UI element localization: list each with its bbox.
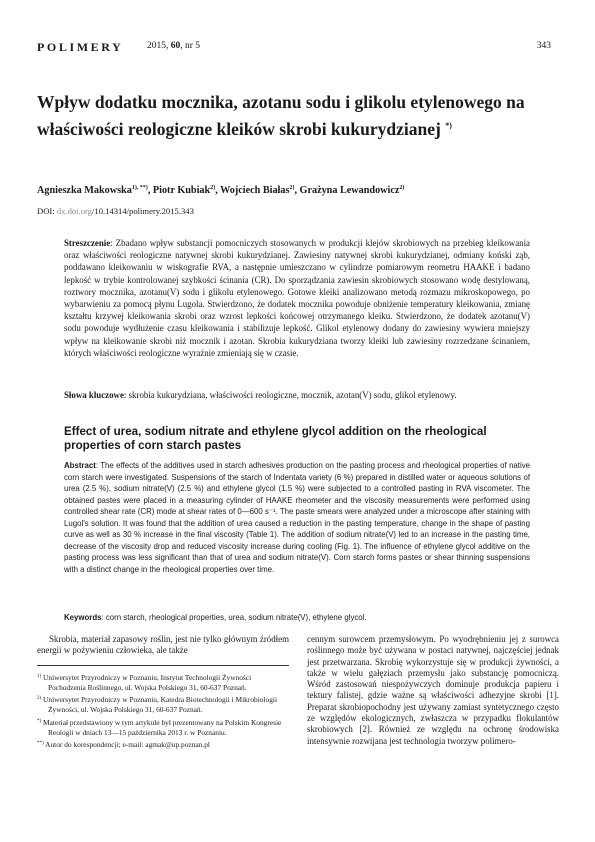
title-footnote-mark: *)	[445, 121, 452, 130]
author-name: Agnieszka Makowska	[37, 185, 132, 196]
abstract-pl	[64, 237, 530, 359]
footnote-text: Materiał przedstawiony w tym artykule był prezentowany na Polskim Kongresie Reologii w dniach 13—15 października 2013 r. w Poznaniu.	[43, 717, 282, 737]
issue-volume: 60	[170, 41, 181, 51]
abstract-pl-label: Streszczenie	[64, 238, 111, 248]
footnote-mark: 1)	[37, 673, 42, 679]
running-header	[37, 40, 551, 54]
article-title-text: Wpływ dodatku mocznika, azotanu sodu i glikolu etylenowego na właściwości reologiczne kleików skrobi kukurydzianej	[37, 92, 525, 139]
keywords-pl-text: : skrobia kukurydziana, właściwości reologiczne, mocznik, azotan(V) sodu, glikol etylenowy.	[123, 390, 457, 400]
body-column-left	[37, 634, 289, 751]
footnote-mark: 2)	[37, 696, 42, 702]
body-paragraph: Skrobia, materiał zapasowy roślin, jest nie tylko głównym źródłem energii w pożywieniu człowieka, ale także	[37, 634, 289, 656]
footnote	[37, 739, 289, 750]
journal-name: POLIMERY	[37, 40, 124, 54]
footnote-mark: *)	[37, 718, 42, 724]
footnote-mark: **)	[37, 741, 44, 747]
keywords-en-label: Keywords	[64, 613, 102, 622]
issue-year: 2015,	[147, 41, 169, 51]
page-number: 343	[536, 41, 551, 51]
footnote-text: Uniwersytet Przyrodniczy w Poznaniu, Instytut Technologii Żywności Pochodzenia Roślinnego, ul. Wojska Polskiego 31, 60-637 Poznań.	[43, 672, 252, 692]
doi-suffix: /10.14314/polimery.2015.343	[92, 206, 194, 216]
footnote-text: Uniwersytet Przyrodniczy w Poznaniu, Katedra Biotechnologii i Mikrobiologii Żywności, ul. Wojska Polskiego 31, 60-637 Poznań.	[43, 695, 278, 715]
doi-label: DOI:	[37, 206, 55, 216]
keywords-en	[64, 612, 530, 624]
abstract-pl-text: : Zbadano wpływ substancji pomocniczych stosowanych w produkcji klejów skrobiowych na przebieg kleikowania oraz właściwości reologiczne natywnej skrobi kukurydzianej. Zawiesiny natywnej skrobi kukurydzianej, odmiany koński ząb, poddawano kleikowaniu w wiskografie RVA, a następnie umieszczano w cylindrze pomiarowym reometru HAAKE i badano lepkość w trybie kontrolowanej szybkości ścinania (CR). Do sporządzania zawiesin skrobiowych stosowano wodę destylowaną, roztwory mocznika, azotanu(V) sodu i glikolu etylenowego. Gotowe kleiki analizowano metodą rozmazu mikroskopowego, po wybarwieniu za pomocą płynu Lugola. Stwierdzono, że dodatek mocznika powoduje obniżenie temperatury kleikowania, zmianę kształtu krzywej kleikowania skrobi oraz wzrost lepkości końcowej otrzymanego kleiku. Stwierdzono, że dodatek azotanu(V) sodu powoduje wydłużenie czasu kleikowania i stabilizuje lepkość. Glikol etylenowy dodany do zawiesiny wywiera mniejszy wpływ na kleikowanie skrobi niż mocznik i azotan. Skrobia kukurydziana tworzy kleiki lub zawiesiny rozrzedzane ścinaniem, których właściwości reologiczne wyraźnie zmieniają się w czasie.	[64, 238, 530, 358]
footnote-text: Autor do korespondencji; e-mail: agmak@up.poznan.pl	[45, 740, 210, 750]
author-affiliation-mark: 2)	[210, 185, 216, 191]
article-title	[37, 91, 537, 141]
abstract-en	[64, 460, 530, 575]
doi-link[interactable]: dx.doi.org	[56, 206, 93, 216]
keywords-pl	[64, 389, 530, 401]
issue-number: , nr 5	[180, 41, 201, 51]
english-title: Effect of urea, sodium nitrate and ethylene glycol addition on the rheological properties of corn starch pastes	[64, 425, 487, 452]
footnote	[37, 672, 289, 693]
author-name: Grażyna Lewandowicz	[299, 185, 400, 196]
author-list: Agnieszka Makowska$^{1), **)}$, Piotr Kubiak$^{2)}$, Wojciech Białas$^{2)}$, Grażyna Lewandowicz$^{2)}$	[37, 185, 405, 196]
footnote-divider	[37, 665, 289, 666]
keywords-pl-label: Słowa kluczowe	[64, 390, 124, 400]
abstract-en-text: : The effects of the additives used in starch adhesives production on the pasting process and rheological properties of native corn starch were investigated. Suspensions of the starch of Indentata variety (6 %) prepared in distilled water or aqueous solutions of urea (2.5 %), sodium nitrate(V) (2.5 %) and ethylene glycol (1.5 %) were subjected to a controlled pasting in RVA viscometer. The obtained pastes were placed in a measuring cylinder of HAAKE rheometer and the viscosity measurements were performed using controlled shear rate (CR) mode at shear rates of 0—600 s⁻¹. The paste smears were analyzed under a microscope after staining with Lugol's solution. It was found that the addition of urea caused a reduction in the pasting temperature, change in the shape of pasting curve as well as 30 % increase in the final viscosity (Table 1). The addition of sodium nitrate(V) led to an increase in the pasting time, decrease of the viscosity drop and reduced viscosity increase during cooling (Fig. 1). The influence of ethylene glycol additive on the pasting process was less significant than that of urea and sodium nitrate(V). Corn starch forms pastes or shear thinning suspensions with a distinct change in the rheological properties over time.	[64, 461, 530, 574]
author-affiliation-mark: 1), **)	[131, 185, 148, 191]
footnote	[37, 717, 289, 738]
body-column-right: cennym surowcem przemysłowym. Po wyodrębnieniu jej z surowca roślinnego może być używana w postaci natywnej, najczęściej jednak jest przetwarzana. Skrobię wykorzystuje się w produkcji żywności, a także w wielu gałęziach przemysłu jako substancję pomocniczą. Wśród zastosowań niespożywczych dominuje produkcja papieru i tektury falistej, gdzie ważne są właściwości adhezyjne skrobi [1]. Preparat skrobiopochodny jest używany zamiast syntetycznego często ze względów ekologicznych, zwłaszcza w przypadku flokulantów skrobiowych [2]. Również ze względu na ochronę środowiska intensywnie rozwijana jest technologia tworzyw polimero-	[307, 634, 559, 746]
author-name: Wojciech Białas	[220, 185, 290, 196]
author-affiliation-mark: 2)	[289, 185, 295, 191]
footnote	[37, 694, 289, 715]
doi-line	[37, 206, 194, 216]
keywords-en-text: : corn starch, rheological properties, urea, sodium nitrate(V), ethylene glycol.	[101, 613, 367, 622]
author-affiliation-mark: 2)	[399, 185, 405, 191]
issue-info	[147, 41, 200, 51]
author-name: Piotr Kubiak	[152, 185, 211, 196]
abstract-en-label: Abstract	[64, 461, 96, 470]
